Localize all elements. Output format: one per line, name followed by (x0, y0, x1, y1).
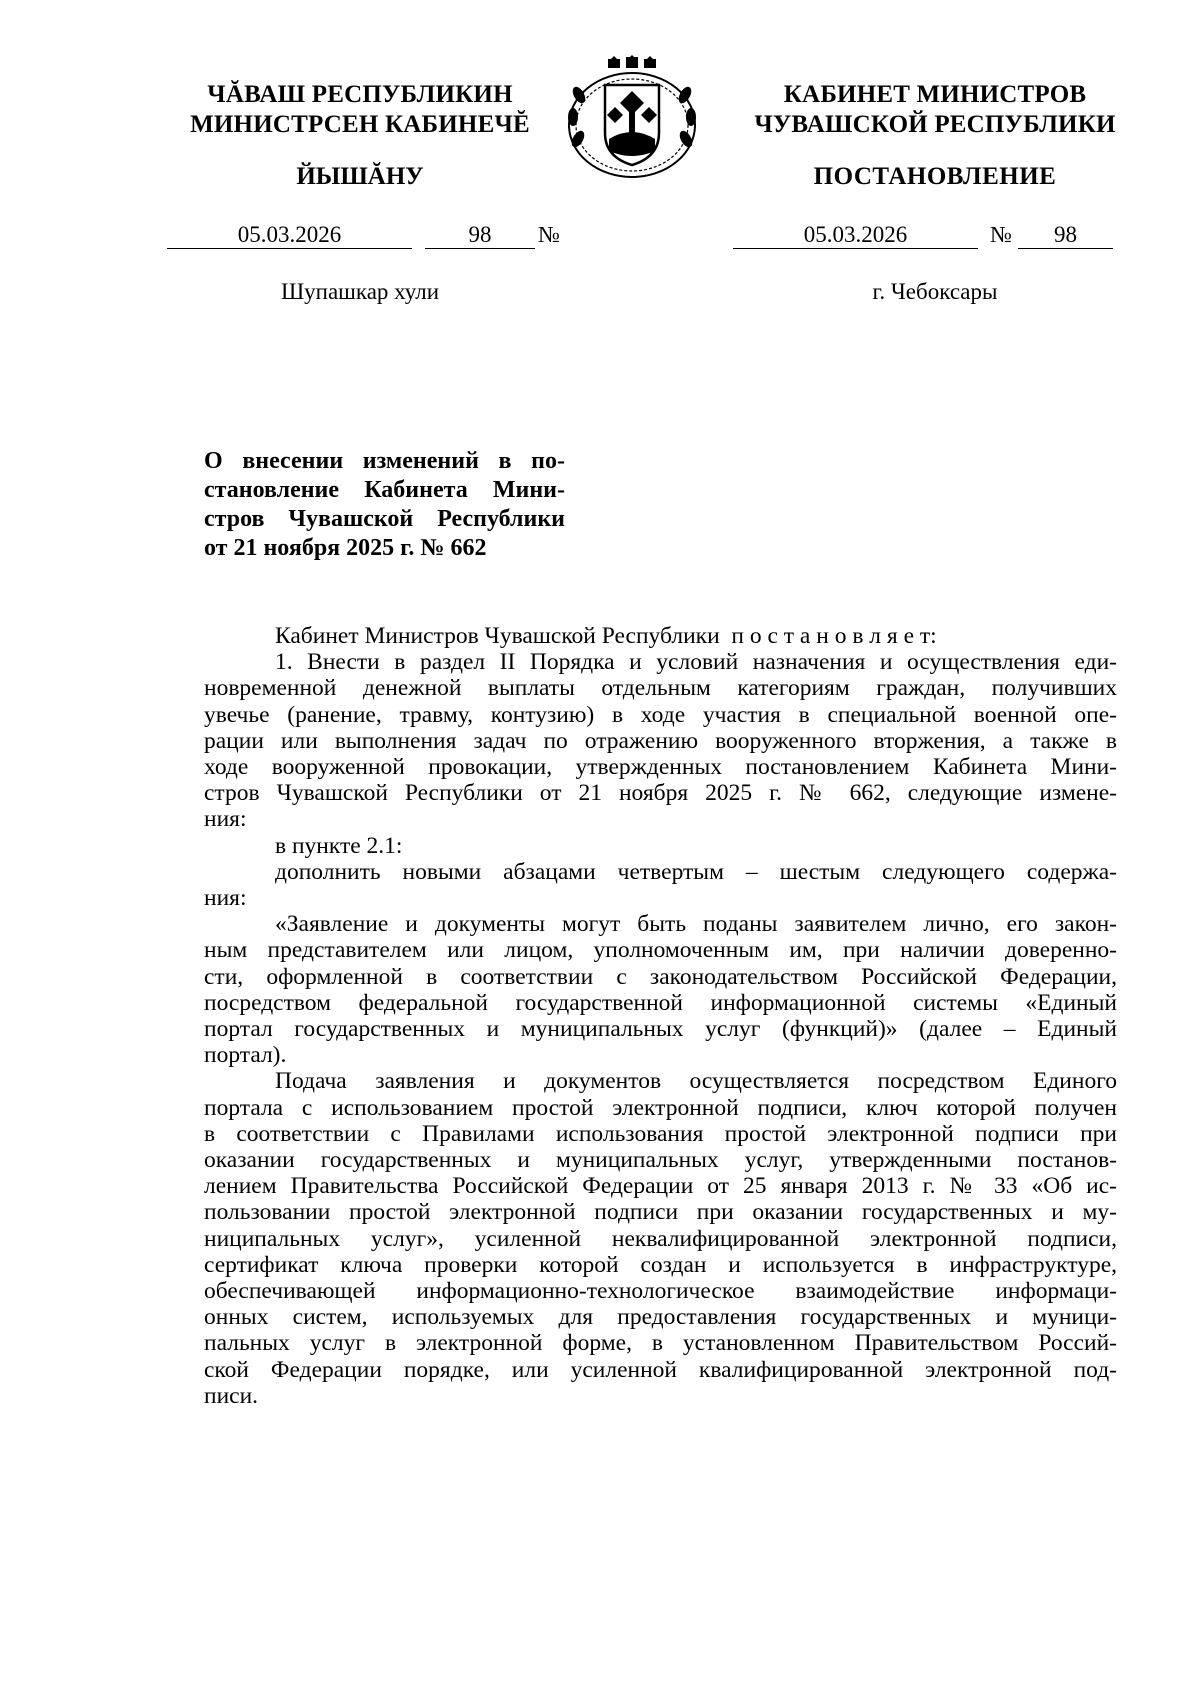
paragraph-line: пальных услуг в электронной форме, в установленном Правительством Россий- (204, 1330, 1117, 1357)
title-line: стров Чувашской Республики (204, 506, 565, 532)
paragraph-2 (204, 833, 1117, 859)
header-left-line1: ЧĂВАШ РЕСПУБЛИКИН (207, 81, 513, 108)
paragraph-1 (204, 649, 1117, 832)
paragraph-line: ходе вооруженной провокации, утвержденных постановлением Кабинета Мини- (204, 754, 1117, 781)
paragraph-line: писи. (204, 1382, 259, 1409)
date-right: 05.03.2026 (733, 222, 978, 249)
paragraph-line: портала с использованием простой электронной подписи, ключ которой получен (204, 1094, 1117, 1121)
document-title (204, 447, 565, 563)
paragraph-line: ской Федерации порядке, или усиленной квалифицированной электронной под- (204, 1356, 1117, 1383)
intro-paragraph (204, 623, 1117, 649)
paragraph-line: «Заявление и документы могут быть поданы заявителем лично, его закон- (275, 911, 1117, 938)
paragraph-line: увечье (ранение, травму, контузию) в ходе участия в специальной военной опе- (204, 701, 1117, 728)
intro-text: Кабинет Министров Чувашской Республики (275, 623, 720, 649)
paragraph-5 (204, 1068, 1117, 1409)
date-left: 05.03.2026 (167, 222, 412, 249)
paragraph-line: портал государственных и муниципальных услуг (функций)» (далее – Единый (204, 1016, 1117, 1043)
header-right-line1: КАБИНЕТ МИНИСТРОВ (783, 81, 1087, 108)
number-left: 98 (425, 222, 535, 249)
paragraph-line: сти, оформленной в соответствии с законодательством Российской Федерации, (204, 963, 1117, 990)
paragraph-line: стров Чувашской Республики от 21 ноября 2025 г. № 662, следующие измене- (204, 780, 1117, 807)
decree-type-left: ЙЫШĂНУ (296, 163, 424, 190)
paragraph-line: в соответствии с Правилами использования простой электронной подписи при (204, 1120, 1117, 1147)
header-left-line2: МИНИСТРСЕН КАБИНЕЧĔ (190, 111, 530, 138)
paragraph-line: ным представителем или лицом, уполномоченным им, при наличии доверенно- (204, 937, 1117, 964)
paragraph-line: в пункте 2.1: (275, 832, 403, 859)
header-right-line2: ЧУВАШСКОЙ РЕСПУБЛИКИ (754, 111, 1116, 138)
paragraph-4 (204, 911, 1117, 1068)
number-sign-right: № (990, 222, 1012, 247)
intro-verb: п о с т а н о в л я е т: (731, 623, 937, 649)
number-sign-left: № (538, 222, 560, 247)
chuvash-coat-of-arms-icon (565, 55, 700, 180)
paragraph-line: ния: (204, 885, 247, 912)
title-line: становление Кабинета Мини- (204, 477, 565, 503)
paragraph-line: пользовании простой электронной подписи при оказании государственных и му- (204, 1199, 1117, 1226)
city-right: г. Чебоксары (872, 279, 998, 304)
number-right: 98 (1018, 222, 1113, 249)
paragraph-line: посредством федеральной государственной информационной системы «Единый (204, 989, 1117, 1016)
paragraph-line: онных систем, используемых для предоставления государственных и муници- (204, 1304, 1117, 1331)
paragraph-line: новременной денежной выплаты отдельным категориям граждан, получивших (204, 675, 1117, 702)
paragraph-line: рации или выполнения задач по отражению вооруженного вторжения, а также в (204, 727, 1117, 754)
title-line: О внесении изменений в по- (204, 448, 565, 474)
paragraph-line: Подача заявления и документов осуществляется посредством Единого (275, 1068, 1117, 1095)
paragraph-line: ния: (204, 806, 247, 833)
paragraph-line: дополнить новыми абзацами четвертым – шестым следующего содержа- (275, 858, 1117, 885)
header-left (150, 80, 570, 140)
paragraph-3 (204, 859, 1117, 911)
header-right (715, 80, 1155, 140)
paragraph-line: ниципальных услуг», усиленной неквалифицированной электронной подписи, (204, 1225, 1117, 1252)
paragraph-line: обеспечивающей информационно-технологическое взаимодействие информаци- (204, 1278, 1117, 1305)
document-body (204, 623, 1117, 1409)
paragraph-line: 1. Внести в раздел II Порядка и условий назначения и осуществления еди- (275, 649, 1117, 676)
paragraph-line: сертификат ключа проверки которой создан и используется в инфраструктуре, (204, 1251, 1117, 1278)
paragraph-line: оказании государственных и муниципальных услуг, утвержденными постанов- (204, 1147, 1117, 1174)
title-line: от 21 ноября 2025 г. № 662 (204, 535, 487, 561)
paragraph-line: портал). (204, 1042, 287, 1069)
paragraph-line: лением Правительства Российской Федерации от 25 января 2013 г. № 33 «Об ис- (204, 1173, 1117, 1200)
city-left: Шупашкар хули (280, 279, 440, 304)
decree-type-right: ПОСТАНОВЛЕНИЕ (813, 163, 1057, 190)
